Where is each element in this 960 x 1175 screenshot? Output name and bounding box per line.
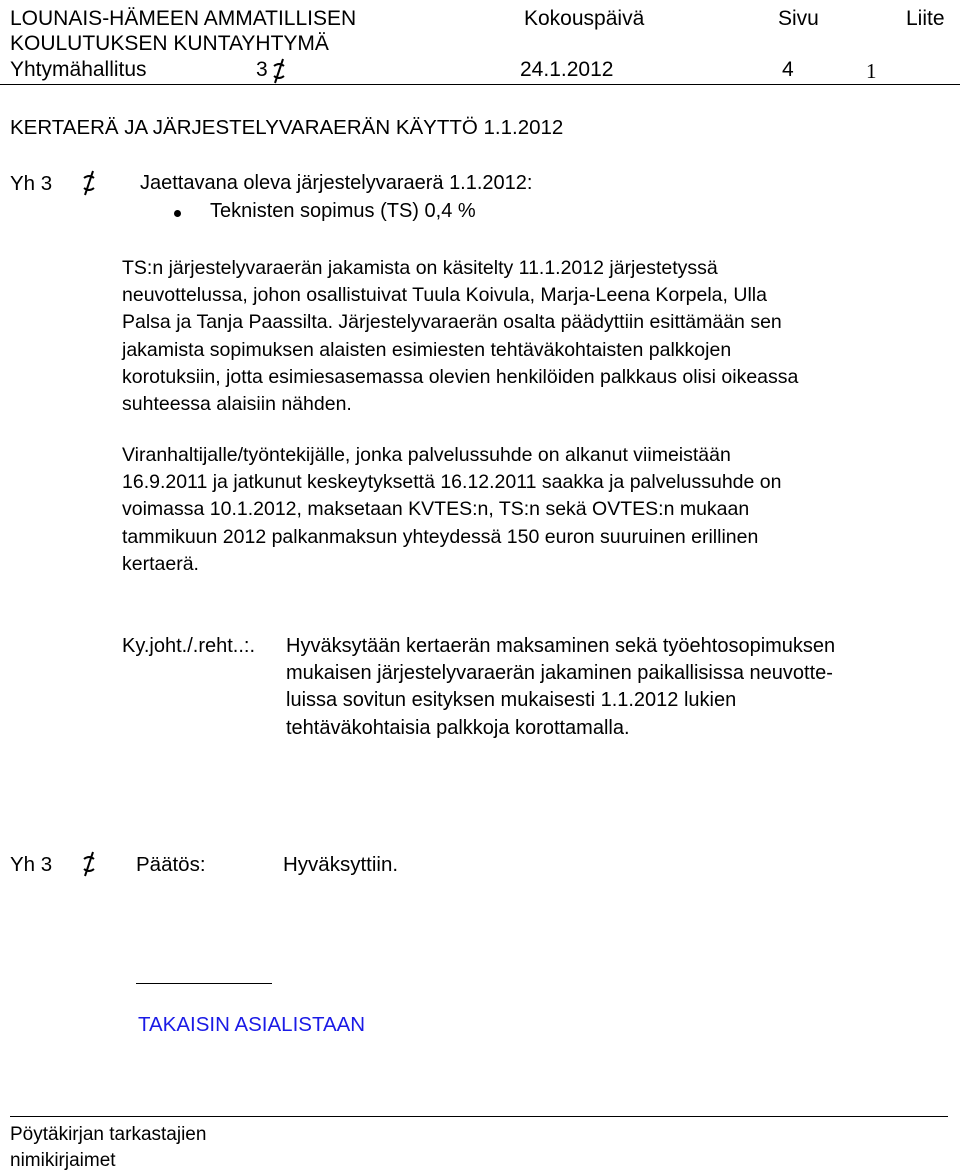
header-label-appendix: Liite — [906, 7, 945, 30]
back-to-agenda-link[interactable]: TAKAISIN ASIALISTAAN — [138, 1013, 366, 1036]
section-sign-icon — [272, 57, 286, 85]
bullet-icon — [174, 210, 181, 217]
paragraph-line: TS:n järjestelyvaraerän jakamista on käsitelty 11.1.2012 järjestetyssä — [122, 257, 718, 279]
header-label-page: Sivu — [778, 7, 819, 30]
paragraph-lump-sum — [122, 442, 781, 578]
bullet-item: Teknisten sopimus (TS) 0,4 % — [210, 200, 476, 222]
proposal-text — [286, 633, 835, 742]
header-meeting-date: 24.1.2012 — [520, 58, 614, 81]
paragraph-line: tammikuun 2012 palkanmaksun yhteydessä 150 euron suuruinen erillinen — [122, 525, 759, 548]
decision-text: Hyväksyttiin. — [283, 853, 399, 876]
proposal-line: Hyväksytään kertaerän maksaminen sekä työehtosopimuksen — [286, 635, 836, 657]
header-section-number: 3 — [256, 58, 268, 81]
section-sign-icon — [82, 169, 96, 197]
proposal-label: Ky.joht./.reht..:. — [122, 635, 256, 657]
footer-line2: nimikirjaimet — [10, 1150, 116, 1171]
section-sign-icon — [82, 850, 96, 878]
header-divider — [0, 84, 960, 85]
footer-line1: Pöytäkirjan tarkastajien — [10, 1124, 207, 1145]
paragraph-line: 16.9.2011 ja jatkunut keskeytyksettä 16.12.2011 saakka ja palvelussuhde on — [122, 471, 782, 494]
header-label-meeting-date: Kokouspäivä — [524, 7, 645, 30]
proposal-line: mukaisen järjestelyvaraerän jakaminen paikallisissa neuvotte- — [286, 662, 833, 685]
paragraph-discussion — [122, 255, 798, 418]
header-body-name: Yhtymähallitus — [10, 58, 147, 81]
link-separator — [136, 983, 272, 984]
paragraph-line: kertaerä. — [122, 552, 199, 575]
paragraph-line: korotuksiin, jotta esimiesasemassa olevien henkilöiden palkkaus olisi oikeassa — [122, 365, 799, 388]
proposal-line: luissa sovitun esityksen mukaisesti 1.1.2012 lukien — [286, 689, 737, 712]
paragraph-line: jakamista sopimuksen alaisten esimiesten tehtäväkohtaisten palkkojen — [122, 338, 732, 361]
header-appendix-number: 1 — [866, 59, 877, 83]
org-name-line2: KOULUTUKSEN KUNTAYHTYMÄ — [10, 32, 329, 55]
paragraph-line: Palsa ja Tanja Paassilta. Järjestelyvaraerän osalta päädyttiin esittämään sen — [122, 311, 782, 334]
proposal-line: tehtäväkohtaisia palkkoja korottamalla. — [286, 716, 630, 739]
footer-divider — [10, 1116, 948, 1117]
paragraph-line: neuvottelussa, johon osallistuivat Tuula Koivula, Marja-Leena Korpela, Ulla — [122, 284, 767, 307]
paragraph-line: suhteessa alaisiin nähden. — [122, 393, 352, 416]
decision-section-label: Yh 3 — [10, 853, 53, 876]
header-page-number: 4 — [782, 58, 794, 81]
org-name-line1: LOUNAIS-HÄMEEN AMMATILLISEN — [10, 7, 357, 30]
paragraph-line: Viranhaltijalle/työntekijälle, jonka palvelussuhde on alkanut viimeistään — [122, 444, 731, 466]
decision-title: Päätös: — [136, 853, 206, 876]
section-label: Yh 3 — [10, 172, 53, 195]
paragraph-line: voimassa 10.1.2012, maksetaan KVTES:n, TS:n sekä OVTES:n mukaan — [122, 498, 750, 521]
section-intro: Jaettavana oleva järjestelyvaraerä 1.1.2012: — [140, 172, 533, 194]
page-title: KERTAERÄ JA JÄRJESTELYVARAERÄN KÄYTTÖ 1.1.2012 — [10, 116, 564, 139]
